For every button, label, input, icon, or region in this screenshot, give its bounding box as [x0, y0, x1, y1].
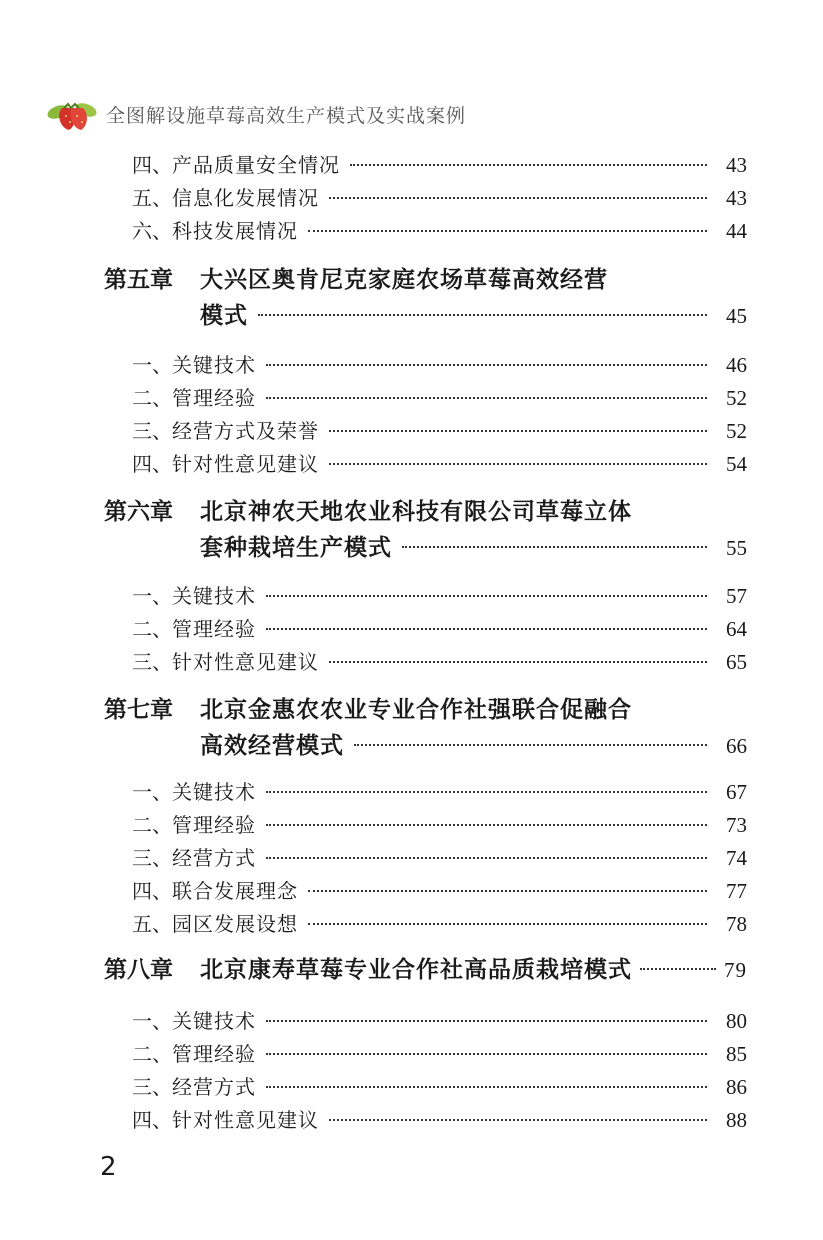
- dot-leader: [266, 1086, 707, 1088]
- dot-leader: [329, 661, 707, 663]
- dot-leader: [266, 364, 707, 366]
- chapter-number: 第七章: [104, 697, 173, 723]
- toc-entry[interactable]: [132, 1008, 747, 1034]
- entry-number: 六、: [132, 219, 172, 243]
- chapter-title-line2: 高效经营模式: [200, 733, 344, 759]
- dot-leader: [266, 1053, 707, 1055]
- page-number: 79: [724, 958, 747, 982]
- page-number: 78: [726, 912, 747, 936]
- toc-entry[interactable]: [132, 418, 747, 444]
- entry-number: 四、: [132, 879, 172, 903]
- dot-leader: [308, 890, 707, 892]
- page-number: 86: [726, 1075, 747, 1099]
- entry-title: 关键技术: [172, 1009, 256, 1033]
- chapter-number: 第五章: [104, 267, 173, 293]
- toc-entry[interactable]: [132, 218, 747, 244]
- dot-leader: [258, 314, 707, 316]
- chapter-title-line1: 北京康寿草莓专业合作社高品质栽培模式: [200, 957, 632, 983]
- chapter-title-line1: 北京金惠农农业专业合作社强联合促融合: [200, 697, 632, 723]
- toc-entry[interactable]: [132, 616, 747, 642]
- dot-leader: [266, 1020, 707, 1022]
- entry-number: 二、: [132, 386, 172, 410]
- page-number: 85: [726, 1042, 747, 1066]
- entry-title: 管理经验: [172, 813, 256, 837]
- entry-title: 关键技术: [172, 353, 256, 377]
- toc-chapter[interactable]: [104, 262, 747, 334]
- chapter-title-line1: 大兴区奥肯尼克家庭农场草莓高效经营: [200, 267, 608, 293]
- page-number: 46: [726, 353, 747, 377]
- entry-title: 联合发展理念: [172, 879, 298, 903]
- page-number: 66: [726, 734, 747, 758]
- entry-title: 针对性意见建议: [172, 650, 319, 674]
- entry-title: 管理经验: [172, 1042, 256, 1066]
- entry-number: 五、: [132, 912, 172, 936]
- dot-leader: [329, 197, 707, 199]
- entry-number: 一、: [132, 584, 172, 608]
- chapter-title-line1: 北京神农天地农业科技有限公司草莓立体: [200, 499, 632, 525]
- entry-number: 二、: [132, 1042, 172, 1066]
- toc-entry[interactable]: [132, 1074, 747, 1100]
- entry-number: 一、: [132, 353, 172, 377]
- dot-leader: [354, 744, 707, 746]
- page-number: 52: [726, 419, 747, 443]
- page-number: 43: [726, 186, 747, 210]
- entry-title: 信息化发展情况: [172, 186, 319, 210]
- chapter-title-line2-row: [200, 298, 747, 334]
- toc-entry[interactable]: [132, 845, 747, 871]
- dot-leader: [329, 430, 707, 432]
- chapter-number: 第六章: [104, 499, 173, 525]
- toc-entry[interactable]: [132, 185, 747, 211]
- toc-entry[interactable]: [132, 152, 747, 178]
- page-number: 43: [726, 153, 747, 177]
- page-number: 54: [726, 452, 747, 476]
- entry-title: 关键技术: [172, 584, 256, 608]
- folio-page-number: 2: [100, 1152, 117, 1182]
- header-title: 全图解设施草莓高效生产模式及实战案例: [106, 104, 467, 127]
- page-number: 80: [726, 1009, 747, 1033]
- page-number: 67: [726, 780, 747, 804]
- toc-entry[interactable]: [132, 779, 747, 805]
- page-number: 52: [726, 386, 747, 410]
- running-header: [44, 96, 466, 132]
- entry-title: 经营方式: [172, 846, 256, 870]
- page-number: 45: [726, 304, 747, 328]
- dot-leader: [402, 546, 707, 548]
- dot-leader: [329, 1119, 707, 1121]
- entry-number: 三、: [132, 1075, 172, 1099]
- entry-title: 关键技术: [172, 780, 256, 804]
- entry-number: 五、: [132, 186, 172, 210]
- strawberry-icon: [44, 96, 100, 132]
- toc-entry[interactable]: [132, 878, 747, 904]
- entry-number: 四、: [132, 1108, 172, 1132]
- entry-number: 三、: [132, 419, 172, 443]
- chapter-title-line2-row: [200, 530, 747, 566]
- toc-chapter[interactable]: [104, 692, 747, 764]
- dot-leader: [266, 857, 707, 859]
- entry-title: 管理经验: [172, 617, 256, 641]
- entry-title: 管理经验: [172, 386, 256, 410]
- page-number: 57: [726, 584, 747, 608]
- entry-number: 四、: [132, 452, 172, 476]
- dot-leader: [266, 791, 707, 793]
- entry-number: 一、: [132, 780, 172, 804]
- chapter-number: 第八章: [104, 957, 173, 983]
- page-number: 44: [726, 219, 747, 243]
- page-number: 74: [726, 846, 747, 870]
- entry-title: 针对性意见建议: [172, 1108, 319, 1132]
- entry-number: 三、: [132, 846, 172, 870]
- toc-entry[interactable]: [132, 1107, 747, 1133]
- page-number: 64: [726, 617, 747, 641]
- entry-number: 二、: [132, 617, 172, 641]
- toc-entry[interactable]: [132, 583, 747, 609]
- entry-number: 三、: [132, 650, 172, 674]
- toc-entry[interactable]: [132, 812, 747, 838]
- dot-leader: [329, 463, 707, 465]
- chapter-title-line2-row: [200, 728, 747, 764]
- toc-entry[interactable]: [132, 451, 747, 477]
- dot-leader: [308, 923, 707, 925]
- dot-leader: [350, 164, 707, 166]
- dot-leader: [266, 397, 707, 399]
- toc-entry[interactable]: [132, 385, 747, 411]
- page-number: 73: [726, 813, 747, 837]
- page-number: 65: [726, 650, 747, 674]
- dot-leader: [640, 968, 716, 970]
- entry-number: 一、: [132, 1009, 172, 1033]
- entry-title: 园区发展设想: [172, 912, 298, 936]
- toc-entry[interactable]: [132, 1041, 747, 1067]
- entry-title: 科技发展情况: [172, 219, 298, 243]
- toc-entry[interactable]: [132, 352, 747, 378]
- page-number: 88: [726, 1108, 747, 1132]
- toc-entry[interactable]: [132, 649, 747, 675]
- entry-number: 四、: [132, 153, 172, 177]
- dot-leader: [266, 824, 707, 826]
- chapter-title-line2: 套种栽培生产模式: [200, 535, 392, 561]
- entry-title: 经营方式及荣誉: [172, 419, 319, 443]
- page-number: 55: [726, 536, 747, 560]
- entry-title: 产品质量安全情况: [172, 153, 340, 177]
- entry-title: 针对性意见建议: [172, 452, 319, 476]
- entry-title: 经营方式: [172, 1075, 256, 1099]
- toc-chapter[interactable]: [104, 952, 747, 988]
- chapter-title-row: [200, 952, 747, 988]
- toc-entry[interactable]: [132, 911, 747, 937]
- page-number: 77: [726, 879, 747, 903]
- chapter-title-line2: 模式: [200, 303, 248, 329]
- dot-leader: [266, 595, 707, 597]
- dot-leader: [308, 230, 707, 232]
- dot-leader: [266, 628, 707, 630]
- toc-chapter[interactable]: [104, 494, 747, 566]
- entry-number: 二、: [132, 813, 172, 837]
